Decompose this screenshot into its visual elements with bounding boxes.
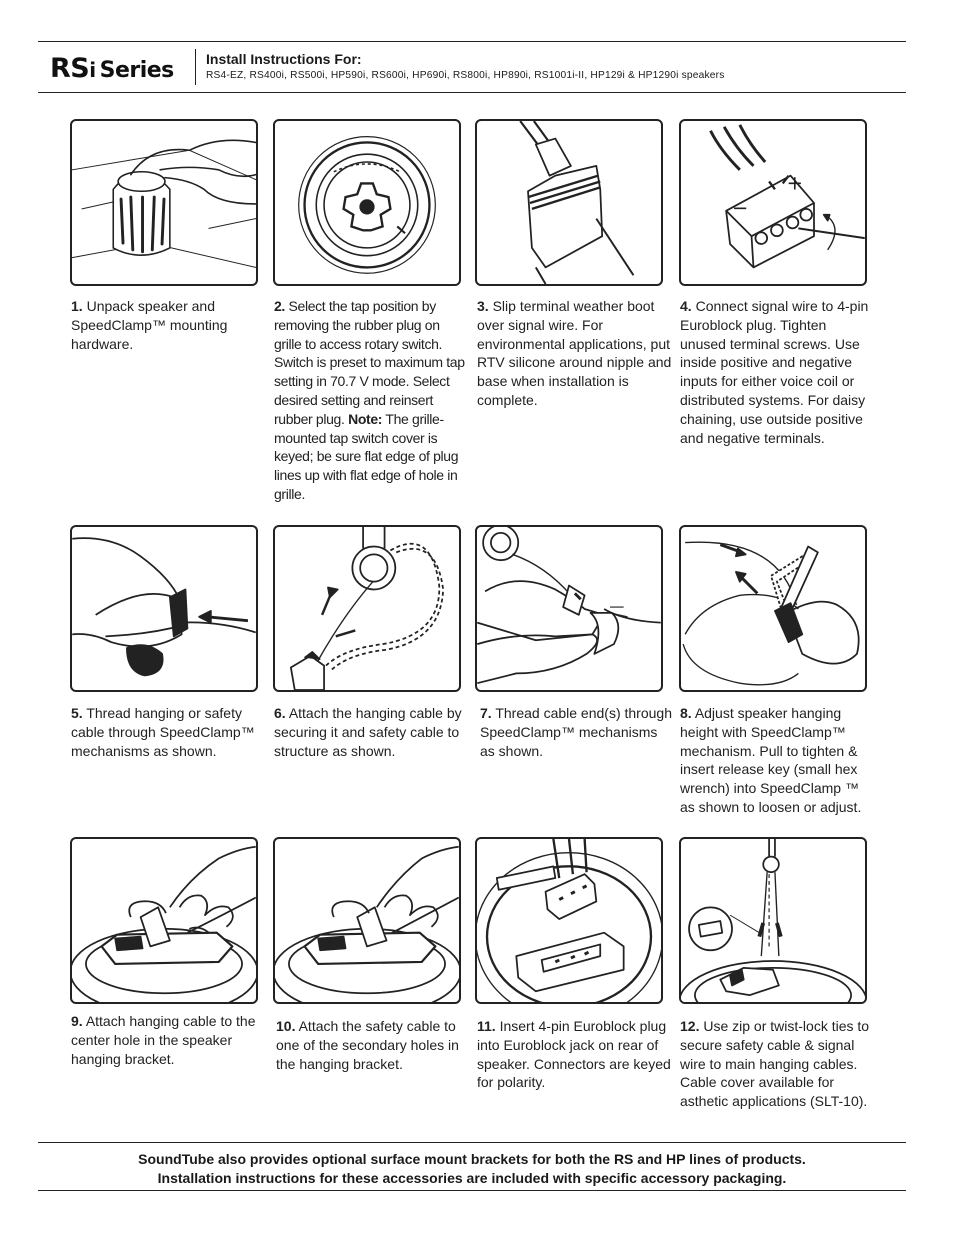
- header-title: Install Instructions For:: [206, 51, 362, 67]
- step-11-illustration: [475, 837, 663, 1004]
- step-5-caption: 5. Thread hanging or safety cable through SpeedClamp™ mechanisms as shown.: [71, 705, 255, 759]
- step-8-caption: 8. Adjust speaker hanging height with SpeedClamp™ mechanism. Pull to tighten & insert release key (small hex wrench) into SpeedClamp ™ as shown to loosen or adjust.: [680, 705, 862, 815]
- step-9-illustration: [70, 837, 258, 1004]
- header-top-rule: [38, 41, 906, 42]
- footer-line-2: Installation instructions for these accessories are included with specific accessory packaging.: [157, 1169, 787, 1186]
- step-4-illustration: [679, 119, 867, 286]
- step-6-illustration: [273, 525, 461, 692]
- step-7-illustration: [475, 525, 663, 692]
- svg-text:+: +: [786, 171, 804, 195]
- step-12-illustration: [679, 837, 867, 1004]
- step-1-illustration: [70, 119, 258, 286]
- header-divider: [195, 49, 196, 85]
- step-2-illustration: [273, 119, 461, 286]
- footer-bottom-rule: [38, 1190, 906, 1191]
- rsi-series-logo: RSi Series: [50, 53, 174, 84]
- step-8-illustration: [679, 525, 867, 692]
- step-2-caption: 2. Select the tap position by removing the rubber plug on grille to access rotary switch. Switch is preset to maximum tap setting in 70.7 V mode. Select desired setting and reinsert rubber plug. Note: The grille-mounted tap switch cover is keyed; be sure flat edge of plug lines up with flat edge of hole in grille.: [274, 298, 465, 502]
- step-5-illustration: [70, 525, 258, 692]
- step-4-caption: 4. Connect signal wire to 4-pin Euroblock plug. Tighten unused terminal screws. Use inside positive and negative inputs for either voice coil or distributed systems. For daisy chaining, use outside positive and negative terminals.: [680, 298, 869, 446]
- step-3-illustration: [475, 119, 663, 286]
- header-bottom-rule: [38, 92, 906, 93]
- step-7-caption: 7. Thread cable end(s) through SpeedClamp™ mechanisms as shown.: [480, 705, 672, 759]
- step-9-caption: 9. Attach hanging cable to the center hole in the speaker hanging bracket.: [71, 1013, 256, 1067]
- step-3-caption: 3. Slip terminal weather boot over signal wire. For environmental applications, put RTV silicone around nipple and base when installation is complete.: [477, 298, 672, 408]
- footer-line-1: SoundTube also provides optional surface mount brackets for both the RS and HP lines of products.: [138, 1151, 806, 1167]
- svg-text:−: −: [732, 196, 749, 220]
- header-model-list: RS4-EZ, RS400i, RS500i, HP590i, RS600i, HP690i, RS800i, HP890i, RS1001i-II, HP129i & HP1290i speakers: [206, 70, 725, 81]
- step-6-caption: 6. Attach the hanging cable by securing it and safety cable to structure as shown.: [274, 705, 462, 759]
- step-10-illustration: [273, 837, 461, 1004]
- step-11-caption: 11. Insert 4-pin Euroblock plug into Euroblock jack on rear of speaker. Connectors are keyed for polarity.: [477, 1018, 671, 1091]
- footer-note: [38, 1150, 906, 1187]
- step-12-caption: 12. Use zip or twist-lock ties to secure safety cable & signal wire to main hanging cables. Cable cover available for asthetic applications (SLT-10).: [680, 1018, 870, 1110]
- footer-top-rule: [38, 1142, 906, 1143]
- step-10-caption: 10. Attach the safety cable to one of the secondary holes in the hanging bracket.: [276, 1018, 459, 1072]
- document-header: [38, 43, 906, 93]
- step-1-caption: 1. Unpack speaker and SpeedClamp™ mounting hardware.: [71, 298, 228, 352]
